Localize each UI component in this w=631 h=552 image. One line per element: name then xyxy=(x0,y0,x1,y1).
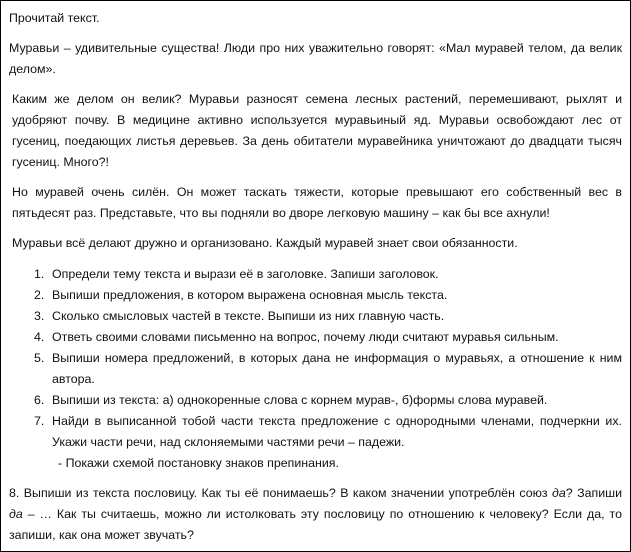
task-text: Сколько смысловых частей в тексте. Выпиши из них главную часть. xyxy=(52,309,445,323)
task-number: 1. xyxy=(34,267,45,281)
task-item xyxy=(9,327,622,348)
task-text: Ответь своими словами письменно на вопрос, почему люди считают муравья сильным. xyxy=(52,330,559,344)
task-text: Найди в выписанной тобой части текста предложение с однородными членами, подчеркни их. Укажи части речи, над склоняемыми частями речи – падежи. xyxy=(52,414,622,449)
task-8-part-1: 8. Выпиши из текста пословицу. Как ты её понимаешь? В каком значении употреблён союз xyxy=(9,486,553,500)
task-item xyxy=(9,306,622,327)
task-number: 6. xyxy=(34,393,45,407)
paragraph-3: Но муравей очень силён. Он может таскать тяжести, которые превышают его собственный вес в пятьдесят раз. Представьте, что вы подняли во дворе легковую машину – как бы все ахнули! xyxy=(12,185,622,220)
paragraph-4: Муравьи всё делают дружно и организовано. Каждый муравей знает свои обязанности. xyxy=(12,236,518,250)
task-8-word-da: да xyxy=(9,507,23,521)
task-8-word-da: да xyxy=(552,486,566,500)
task-item xyxy=(9,390,622,411)
task-8 xyxy=(9,483,622,546)
task-list xyxy=(9,264,622,474)
task-number: 7. xyxy=(34,414,45,428)
task-item xyxy=(9,348,622,390)
task-extra-note: - Покажи схемой постановку знаков препинания. xyxy=(58,456,339,470)
task-text: Выпиши предложения, в котором выражена основная мысль текста. xyxy=(52,288,448,302)
task-8-part-3: – … Как ты считаешь, можно ли истолковать эту пословицу по отношению к человеку? Если да, то запиши, как она может звучать? xyxy=(9,507,622,542)
task-8-part-2: ? Запиши xyxy=(565,486,622,500)
task-item xyxy=(9,285,622,306)
paragraph-1: Муравьи – удивительные существа! Люди про них уважительно говорят: «Мал муравей телом, да велик делом». xyxy=(9,41,622,76)
task-number: 3. xyxy=(34,309,45,323)
task-text: Определи тему текста и вырази её в заголовке. Запиши заголовок. xyxy=(52,267,439,281)
task-number: 5. xyxy=(34,351,45,365)
task-text: Выпиши номера предложений, в которых дана не информация о муравьях, а отношение к ним автора. xyxy=(52,351,622,386)
task-item xyxy=(9,264,622,285)
paragraph-2: Каким же делом он велик? Муравьи разносят семена лесных растений, перемешивают, рыхлят и удобряют почву. В медицине активно используется муравьиный яд. Муравьи освобождают лес от гусениц, поедающих листья деревьев. За день обитатели муравейника уничтожают до двадцати тысяч гусениц. Много?! xyxy=(12,92,622,169)
task-item xyxy=(9,411,622,474)
task-number: 4. xyxy=(34,330,45,344)
instruction: Прочитай текст. xyxy=(9,11,100,25)
task-number: 2. xyxy=(34,288,45,302)
task-text: Выпиши из текста: а) однокоренные слова с корнем мурав-, б)формы слова муравей. xyxy=(52,393,548,407)
